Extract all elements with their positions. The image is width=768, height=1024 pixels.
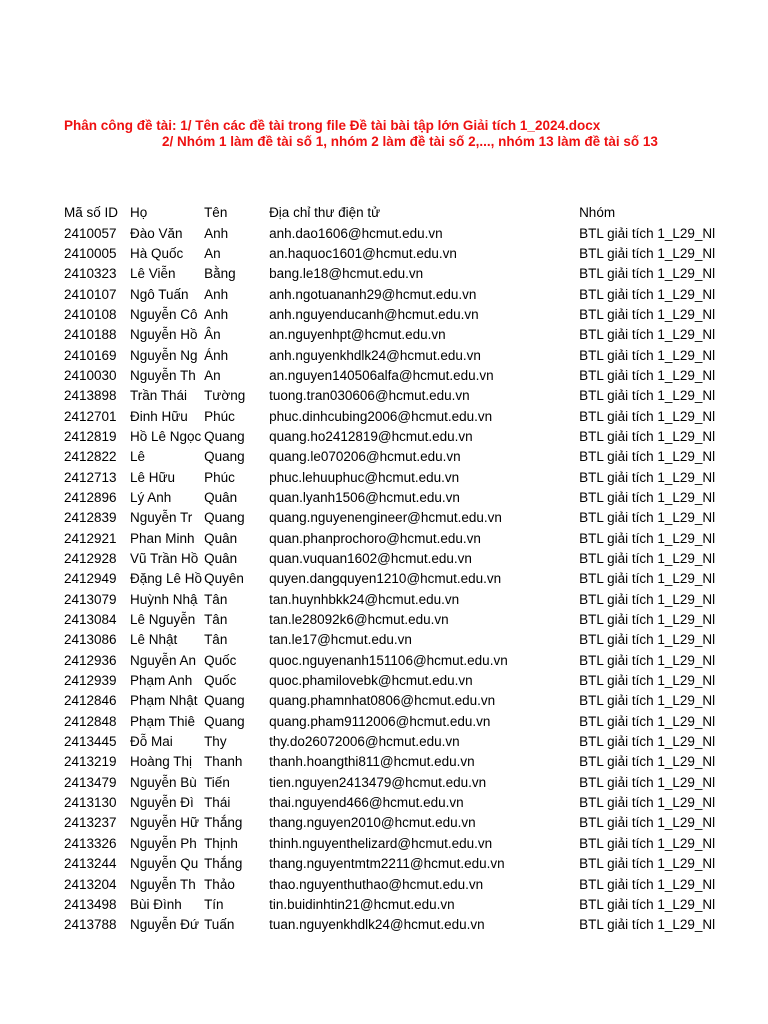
cell-group: BTL giải tích 1_L29_Nl [579,734,716,750]
assignment-heading-line1: Phân công đề tài: 1/ Tên các đề tài trong file Đề tài bài tập lớn Giải tích 1_2024.docx [64,118,601,133]
cell-first-name: Tân [204,591,228,607]
cell-group: BTL giải tích 1_L29_Nl [579,754,716,770]
cell-first-name: Quyên [204,571,244,587]
cell-id: 2410107 [64,286,117,302]
cell-id: 2413498 [64,896,117,912]
table-header-row [62,203,715,223]
cell-last-name: Phạm Thiê [130,713,196,729]
cell-id: 2413244 [64,856,117,872]
table-row [62,223,715,243]
table-row [62,244,715,264]
cell-id: 2410188 [64,327,117,343]
table-row [62,549,715,569]
cell-email: tan.le17@hcmut.edu.vn [269,632,412,648]
cell-group: BTL giải tích 1_L29_Nl [579,917,716,933]
cell-last-name: Đặng Lê Hồ [130,571,203,587]
cell-first-name: Ân [204,327,221,343]
cell-id: 2410030 [64,367,117,383]
cell-last-name: Hồ Lê Ngọc [130,428,202,444]
cell-id: 2412936 [64,652,117,668]
cell-group: BTL giải tích 1_L29_Nl [579,835,716,851]
cell-first-name: Phúc [204,408,235,424]
cell-group: BTL giải tích 1_L29_Nl [579,713,716,729]
cell-id: 2412949 [64,571,117,587]
table-row [62,915,715,935]
cell-email: anh.nguyenducanh@hcmut.edu.vn [269,306,479,322]
table-row [62,427,715,447]
cell-first-name: Quang [204,449,245,465]
header-group: Nhóm [579,205,616,221]
cell-email: phuc.dinhcubing2006@hcmut.edu.vn [269,408,493,424]
student-table [62,203,715,935]
cell-first-name: Tân [204,612,228,628]
cell-id: 2412839 [64,510,117,526]
cell-id: 2412921 [64,530,117,546]
cell-group: BTL giải tích 1_L29_Nl [579,795,716,811]
cell-first-name: Thảo [204,876,235,892]
table-row [62,630,715,650]
header-id: Mã số ID [64,205,119,221]
cell-last-name: Bùi Đình [130,896,182,912]
cell-first-name: Thanh [204,754,243,770]
cell-id: 2413326 [64,835,117,851]
cell-last-name: Vũ Trần Hồ [130,551,199,567]
cell-email: anh.ngotuananh29@hcmut.edu.vn [269,286,477,302]
cell-last-name: Nguyễn Cô [130,306,198,322]
cell-id: 2413079 [64,591,117,607]
table-row [62,813,715,833]
cell-last-name: Nguyễn Th [130,876,196,892]
cell-id: 2412701 [64,408,117,424]
cell-first-name: Bằng [204,266,236,282]
cell-email: an.nguyen140506alfa@hcmut.edu.vn [269,367,494,383]
cell-last-name: Trần Thái [130,388,188,404]
table-row [62,793,715,813]
cell-id: 2412819 [64,428,117,444]
cell-last-name: Đào Văn [130,225,183,241]
cell-first-name: Tín [204,896,224,912]
cell-group: BTL giải tích 1_L29_Nl [579,815,716,831]
cell-group: BTL giải tích 1_L29_Nl [579,306,716,322]
cell-last-name: Nguyễn Hữ [130,815,200,831]
cell-group: BTL giải tích 1_L29_Nl [579,896,716,912]
cell-email: tan.le28092k6@hcmut.edu.vn [269,612,449,628]
cell-last-name: Nguyễn Hồ [130,327,198,343]
cell-email: an.nguyenhpt@hcmut.edu.vn [269,327,446,343]
cell-email: quan.vuquan1602@hcmut.edu.vn [269,551,472,567]
cell-group: BTL giải tích 1_L29_Nl [579,245,716,261]
cell-group: BTL giải tích 1_L29_Nl [579,876,716,892]
cell-id: 2413898 [64,388,117,404]
cell-first-name: An [204,367,221,383]
cell-email: quoc.nguyenanh151106@hcmut.edu.vn [269,652,508,668]
table-row [62,691,715,711]
cell-group: BTL giải tích 1_L29_Nl [579,774,716,790]
table-row [62,834,715,854]
cell-email: thang.nguyentmtm2211@hcmut.edu.vn [269,856,505,872]
cell-email: thy.do26072006@hcmut.edu.vn [269,734,460,750]
cell-first-name: Tuấn [204,917,235,933]
cell-group: BTL giải tích 1_L29_Nl [579,367,716,383]
cell-first-name: Quang [204,428,245,444]
cell-last-name: Lê Nhật [130,632,178,648]
table-row [62,264,715,284]
cell-email: quang.le070206@hcmut.edu.vn [269,449,461,465]
table-row [62,508,715,528]
cell-group: BTL giải tích 1_L29_Nl [579,286,716,302]
table-row [62,752,715,772]
cell-id: 2413084 [64,612,117,628]
cell-id: 2413237 [64,815,117,831]
cell-group: BTL giải tích 1_L29_Nl [579,469,716,485]
cell-id: 2412848 [64,713,117,729]
cell-last-name: Nguyễn An [130,652,197,668]
cell-last-name: Phạm Nhật [130,693,198,709]
table-row [62,488,715,508]
cell-last-name: Nguyễn Ph [130,835,197,851]
table-row [62,325,715,345]
cell-email: quan.lyanh1506@hcmut.edu.vn [269,489,460,505]
cell-first-name: Thắng [204,856,243,872]
cell-group: BTL giải tích 1_L29_Nl [579,856,716,872]
cell-id: 2412939 [64,673,117,689]
table-row [62,406,715,426]
cell-id: 2410057 [64,225,117,241]
cell-id: 2413130 [64,795,117,811]
cell-email: thang.nguyen2010@hcmut.edu.vn [269,815,476,831]
cell-first-name: Phúc [204,469,235,485]
cell-last-name: Lê [130,449,146,465]
cell-first-name: Thắng [204,815,243,831]
cell-id: 2412846 [64,693,117,709]
table-row [62,447,715,467]
cell-id: 2410108 [64,306,117,322]
cell-id: 2413204 [64,876,117,892]
header-last-name: Họ [130,205,148,221]
cell-email: thao.nguyenthuthao@hcmut.edu.vn [269,876,484,892]
cell-email: bang.le18@hcmut.edu.vn [269,266,424,282]
cell-id: 2413479 [64,774,117,790]
cell-last-name: Nguyễn Đứ [130,917,200,933]
table-row [62,671,715,691]
cell-email: quang.nguyenengineer@hcmut.edu.vn [269,510,502,526]
cell-last-name: Hoàng Thị [130,754,193,770]
cell-last-name: Lê Nguyễn [130,612,196,628]
cell-email: quang.phamnhat0806@hcmut.edu.vn [269,693,496,709]
cell-email: tien.nguyen2413479@hcmut.edu.vn [269,774,487,790]
table-row [62,569,715,589]
cell-first-name: Quang [204,713,245,729]
cell-first-name: Ánh [204,347,229,363]
cell-id: 2413445 [64,734,117,750]
cell-email: anh.nguyenkhdlk24@hcmut.edu.vn [269,347,481,363]
cell-id: 2410323 [64,266,117,282]
table-row [62,305,715,325]
cell-last-name: Nguyễn Ng [130,347,198,363]
table-body [62,223,715,935]
table-row [62,712,715,732]
cell-email: quoc.phamilovebk@hcmut.edu.vn [269,673,473,689]
cell-last-name: Đinh Hữu [130,408,188,424]
cell-email: thanh.hoangthi811@hcmut.edu.vn [269,754,475,770]
table-row [62,284,715,304]
cell-group: BTL giải tích 1_L29_Nl [579,266,716,282]
cell-group: BTL giải tích 1_L29_Nl [579,428,716,444]
cell-last-name: Lý Anh [130,489,172,505]
cell-group: BTL giải tích 1_L29_Nl [579,652,716,668]
cell-email: quang.ho2412819@hcmut.edu.vn [269,428,473,444]
cell-last-name: Nguyễn Th [130,367,196,383]
table-row [62,467,715,487]
cell-group: BTL giải tích 1_L29_Nl [579,225,716,241]
cell-last-name: Nguyễn Bù [130,774,197,790]
table-row [62,732,715,752]
cell-first-name: Anh [204,286,229,302]
cell-group: BTL giải tích 1_L29_Nl [579,449,716,465]
cell-first-name: Quân [204,530,238,546]
table-row [62,874,715,894]
table-row [62,854,715,874]
table-row [62,529,715,549]
cell-first-name: Tường [204,388,246,404]
cell-last-name: Đỗ Mai [130,734,173,750]
cell-email: quyen.dangquyen1210@hcmut.edu.vn [269,571,502,587]
cell-email: quang.pham9112006@hcmut.edu.vn [269,713,491,729]
cell-first-name: Anh [204,225,229,241]
table-row [62,345,715,365]
cell-email: tuan.nguyenkhdlk24@hcmut.edu.vn [269,917,485,933]
cell-last-name: Phan Minh [130,530,195,546]
cell-first-name: Quân [204,489,238,505]
cell-id: 2410005 [64,245,117,261]
cell-group: BTL giải tích 1_L29_Nl [579,388,716,404]
cell-first-name: Quang [204,510,245,526]
table-row [62,895,715,915]
cell-group: BTL giải tích 1_L29_Nl [579,530,716,546]
cell-first-name: Quốc [204,652,237,668]
header-first-name: Tên [204,205,228,221]
cell-group: BTL giải tích 1_L29_Nl [579,327,716,343]
cell-id: 2413788 [64,917,117,933]
cell-email: anh.dao1606@hcmut.edu.vn [269,225,443,241]
cell-group: BTL giải tích 1_L29_Nl [579,693,716,709]
cell-first-name: Quân [204,551,238,567]
cell-last-name: Ngô Tuấn [130,286,189,302]
cell-id: 2412713 [64,469,117,485]
table-row [62,651,715,671]
table-row [62,386,715,406]
cell-email: thai.nguyend466@hcmut.edu.vn [269,795,464,811]
table-row [62,610,715,630]
cell-group: BTL giải tích 1_L29_Nl [579,632,716,648]
cell-first-name: Anh [204,306,229,322]
cell-first-name: Thy [204,734,227,750]
cell-last-name: Nguyễn Tr [130,510,193,526]
cell-group: BTL giải tích 1_L29_Nl [579,408,716,424]
cell-group: BTL giải tích 1_L29_Nl [579,571,716,587]
cell-id: 2412928 [64,551,117,567]
cell-last-name: Nguyễn Qu [130,856,199,872]
cell-id: 2412896 [64,489,117,505]
cell-first-name: Thái [204,795,231,811]
cell-email: phuc.lehuuphuc@hcmut.edu.vn [269,469,460,485]
cell-first-name: Tân [204,632,228,648]
cell-group: BTL giải tích 1_L29_Nl [579,510,716,526]
cell-email: thinh.nguyenthelizard@hcmut.edu.vn [269,835,493,851]
header-email: Địa chỉ thư điện tử [269,205,381,221]
assignment-heading-line2: 2/ Nhóm 1 làm đề tài số 1, nhóm 2 làm đề tài số 2,..., nhóm 13 làm đề tài số 13 [162,134,658,149]
cell-last-name: Lê Viễn [130,266,176,282]
cell-group: BTL giải tích 1_L29_Nl [579,591,716,607]
cell-last-name: Nguyễn Đì [130,795,194,811]
cell-group: BTL giải tích 1_L29_Nl [579,489,716,505]
cell-group: BTL giải tích 1_L29_Nl [579,551,716,567]
cell-email: tuong.tran030606@hcmut.edu.vn [269,388,470,404]
cell-first-name: Thịnh [204,835,238,851]
table-row [62,773,715,793]
table-row [62,590,715,610]
cell-group: BTL giải tích 1_L29_Nl [579,612,716,628]
cell-first-name: Quang [204,693,245,709]
cell-last-name: Hà Quốc [130,245,184,261]
cell-email: an.haquoc1601@hcmut.edu.vn [269,245,457,261]
cell-group: BTL giải tích 1_L29_Nl [579,673,716,689]
cell-last-name: Huỳnh Nhậ [130,591,198,607]
cell-email: tin.buidinhtin21@hcmut.edu.vn [269,896,455,912]
cell-id: 2413219 [64,754,117,770]
cell-last-name: Lê Hữu [130,469,176,485]
cell-id: 2413086 [64,632,117,648]
table-row [62,366,715,386]
cell-last-name: Phạm Anh [130,673,193,689]
cell-group: BTL giải tích 1_L29_Nl [579,347,716,363]
cell-first-name: Tiến [204,774,230,790]
cell-first-name: An [204,245,221,261]
cell-first-name: Quốc [204,673,237,689]
cell-id: 2410169 [64,347,117,363]
cell-id: 2412822 [64,449,117,465]
cell-email: tan.huynhbkk24@hcmut.edu.vn [269,591,460,607]
cell-email: quan.phanprochoro@hcmut.edu.vn [269,530,481,546]
